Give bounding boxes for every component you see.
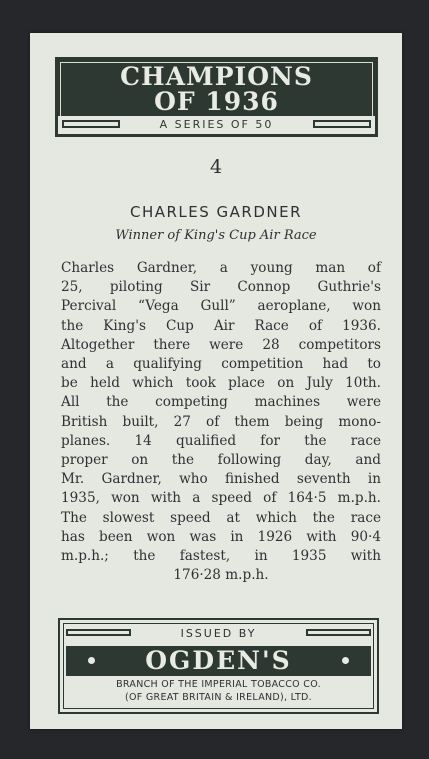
description-line: British built, 27 of them being mono- [61,413,381,430]
bullet-dot-icon [342,657,349,664]
branch-line1: BRANCH OF THE IMPERIAL TOBACCO CO. [116,679,321,690]
cigarette-card [30,33,402,729]
description-line: has been won was in 1926 with 90·4 [61,528,381,545]
brand-name: OGDEN'S [145,646,292,675]
description-line: the King's Cup Air Race of 1936. [61,317,381,334]
header-title-line1: CHAMPIONS [120,62,313,91]
description-line: Charles Gardner, a young man of [61,260,381,276]
champion-subtitle: Winner of King's Cup Air Race [115,228,317,243]
description-line: Percival “Vega Gull” aeroplane, won [61,298,381,315]
description-line: 1935, won with a speed of 164·5 m.p.h. [61,490,381,507]
description-line: be held which took place on July 10th. [61,375,381,392]
branch-line2: (OF GREAT BRITAIN & IRELAND), LTD. [125,692,312,703]
footer-box [58,618,379,714]
description-line: 176·28 m.p.h. [173,567,269,584]
card-description [61,259,381,585]
series-bar [58,116,375,134]
description-line: and a qualifying competition had to [61,356,381,373]
card-number: 4 [209,156,223,178]
description-line: Altogether there were 28 competitors [61,336,381,353]
champion-name: CHARLES GARDNER [129,203,303,221]
header-title-line2: OF 1936 [154,87,279,116]
description-line: 25, piloting Sir Connop Guthrie's [61,279,381,296]
description-line: planes. 14 qualified for the race [61,432,381,449]
issued-by-label: ISSUED BY [180,627,257,640]
header-banner [55,57,378,137]
series-label: A SERIES OF 50 [159,118,274,131]
description-line: The slowest speed at which the race [61,509,381,526]
series-rule-left [62,120,120,128]
series-rule-right [313,120,371,128]
description-line: m.p.h.; the fastest, in 1935 with [61,548,381,565]
issued-rule-right [306,629,371,636]
description-line: proper on the following day, and [61,452,381,469]
brand-band [66,646,371,676]
description-line: All the competing machines were [61,394,381,411]
description-line: Mr. Gardner, who finished seventh in [61,471,381,488]
